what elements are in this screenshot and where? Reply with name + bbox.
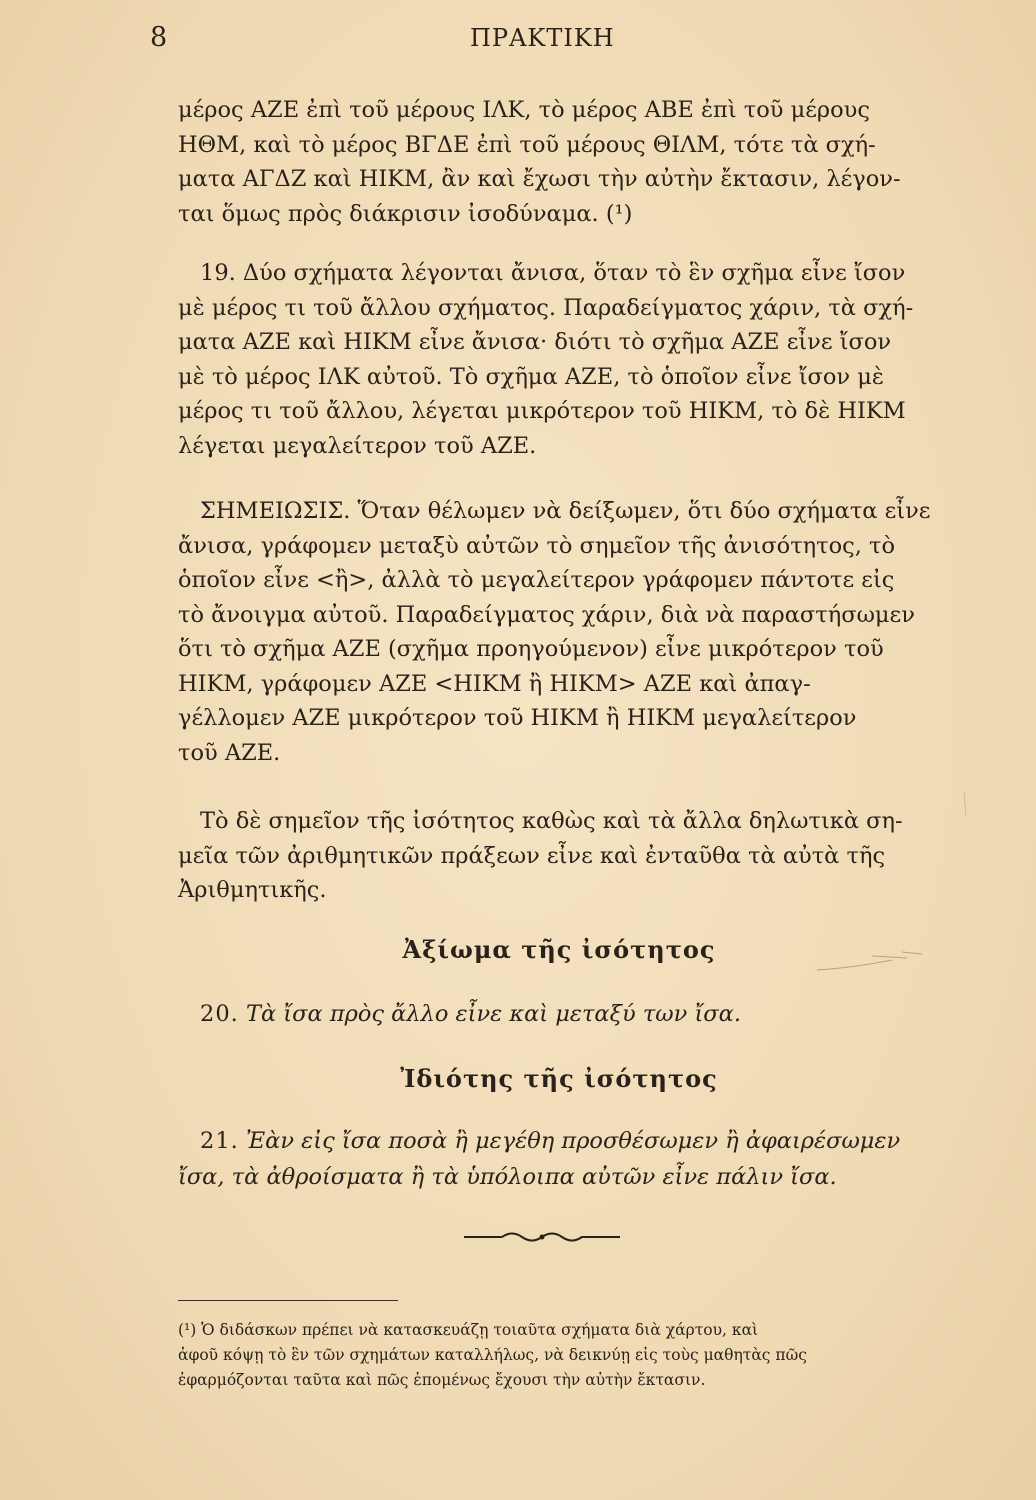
- text-line: μέρος τι τοῦ ἄλλου, λέγεται μικρότερον τοῦ ΗΙΚΜ, τὸ δὲ ΗΙΚΜ: [178, 398, 906, 424]
- section-heading-property: Ἰδιότης τῆς ἰσότητος: [400, 1064, 718, 1093]
- footnote-line: ἀφοῦ κόψῃ τὸ ἓν τῶν σχημάτων καταλλήλως, νὰ δεικνύῃ εἰς τοὺς μαθητὰς πῶς: [178, 1346, 807, 1364]
- footnote-rule: [178, 1300, 398, 1301]
- text-line: ἄνισα, γράφομεν μεταξὺ αὐτῶν τὸ σημεῖον τῆς ἀνισότητος, τὸ: [178, 532, 896, 559]
- footnote: [178, 1318, 940, 1393]
- section-heading-axiom: Ἀξίωμα τῆς ἰσότητος: [402, 935, 716, 964]
- text-line: [178, 1123, 940, 1159]
- text-line: ΗΘΜ, καὶ τὸ μέρος ΒΓΔΕ ἐπὶ τοῦ μέρους ΘΙΛΜ, τότε τὰ σχή-: [178, 131, 876, 158]
- axiom-text: Ἐὰν εἰς ἴσα ποσὰ ἢ μεγέθη προσθέσωμεν ἢ ἀφαιρέσωμεν: [245, 1128, 901, 1154]
- paragraph-continuation: [178, 93, 940, 231]
- axiom-number: 21.: [200, 1128, 239, 1154]
- note-paragraph: [178, 494, 940, 770]
- page-header: [0, 22, 1036, 66]
- axiom-number: 20.: [200, 1001, 239, 1027]
- text-line: ὁποῖον εἶνε <ἢ>, ἀλλὰ τὸ μεγαλείτερον γράφομεν πάντοτε εἰς: [178, 567, 895, 593]
- paragraph-19: [178, 256, 940, 463]
- text-line: 19. Δύο σχήματα λέγονται ἄνισα, ὅταν τὸ ἓν σχῆμα εἶνε ἴσον: [200, 260, 906, 286]
- text-line: ΗΙΚΜ, γράφομεν ΑΖΕ <ΗΙΚΜ ἢ ΗΙΚΜ> ΑΖΕ καὶ ἀπαγ-: [178, 670, 811, 697]
- text-line: Τὸ δὲ σημεῖον τῆς ἰσότητος καθὼς καὶ τὰ ἄλλα δηλωτικὰ ση-: [200, 808, 903, 834]
- footnote-line: ἐφαρμόζονται ταῦτα καὶ πῶς ἐπομένως ἔχουσι τὴν αὐτὴν ἔκτασιν.: [178, 1371, 706, 1389]
- text-line: Ἀριθμητικῆς.: [178, 877, 327, 903]
- running-title: ΠΡΑΚΤΙΚΗ: [470, 24, 615, 52]
- footnote-line: (¹) Ὁ διδάσκων πρέπει νὰ κατασκευάζῃ τοιαῦτα σχήματα διὰ χάρτου, καὶ: [178, 1321, 759, 1339]
- text-line: μέρος ΑΖΕ ἐπὶ τοῦ μέρους ΙΛΚ, τὸ μέρος ΑΒΕ ἐπὶ τοῦ μέρους: [178, 97, 870, 123]
- text-line: γέλλομεν ΑΖΕ μικρότερον τοῦ ΗΙΚΜ ἢ ΗΙΚΜ μεγαλείτερον: [178, 705, 857, 731]
- axiom-text: ἴσα, τὰ ἀθροίσματα ἢ τὰ ὑπόλοιπα αὐτῶν εἶνε πάλιν ἴσα.: [178, 1164, 837, 1190]
- text-line: λέγεται μεγαλείτερον τοῦ ΑΖΕ.: [178, 432, 537, 459]
- axiom-21: [178, 1123, 940, 1195]
- page-blemish-icon: [960, 790, 980, 820]
- pencil-mark-icon: [812, 948, 932, 978]
- ornament-divider-icon: [462, 1228, 622, 1246]
- text-line: ται ὅμως πρὸς διάκρισιν ἰσοδύναμα. (¹): [178, 200, 633, 227]
- paragraph-equality-signs: [178, 804, 940, 908]
- text-line: μεῖα τῶν ἀριθμητικῶν πράξεων εἶνε καὶ ἐνταῦθα τὰ αὐτὰ τῆς: [178, 842, 886, 869]
- text-line: ΣΗΜΕΙΩΣΙΣ. Ὅταν θέλωμεν νὰ δείξωμεν, ὅτι δύο σχήματα εἶνε: [200, 498, 931, 524]
- text-line: τὸ ἄνοιγμα αὐτοῦ. Παραδείγματος χάριν, διὰ νὰ παραστήσωμεν: [178, 601, 915, 628]
- text-line: τοῦ ΑΖΕ.: [178, 739, 281, 766]
- text-line: [178, 1159, 940, 1195]
- text-line: μὲ τὸ μέρος ΙΛΚ αὐτοῦ. Τὸ σχῆμα ΑΖΕ, τὸ ὁποῖον εἶνε ἴσον μὲ: [178, 363, 884, 390]
- page-number: 8: [150, 22, 168, 53]
- axiom-20: [178, 996, 940, 1032]
- text-line: μὲ μέρος τι τοῦ ἄλλου σχήματος. Παραδείγματος χάριν, τὰ σχή-: [178, 294, 914, 321]
- text-line: ὅτι τὸ σχῆμα ΑΖΕ (σχῆμα προηγούμενον) εἶνε μικρότερον τοῦ: [178, 636, 884, 662]
- text-line: ματα ΑΖΕ καὶ ΗΙΚΜ εἶνε ἄνισα· διότι τὸ σχῆμα ΑΖΕ εἶνε ἴσον: [178, 329, 892, 355]
- text-line: ματα ΑΓΔΖ καὶ ΗΙΚΜ, ἂν καὶ ἔχωσι τὴν αὐτὴν ἔκτασιν, λέγον-: [178, 166, 901, 192]
- axiom-text: Τὰ ἴσα πρὸς ἄλλο εἶνε καὶ μεταξύ των ἴσα.: [245, 1001, 741, 1027]
